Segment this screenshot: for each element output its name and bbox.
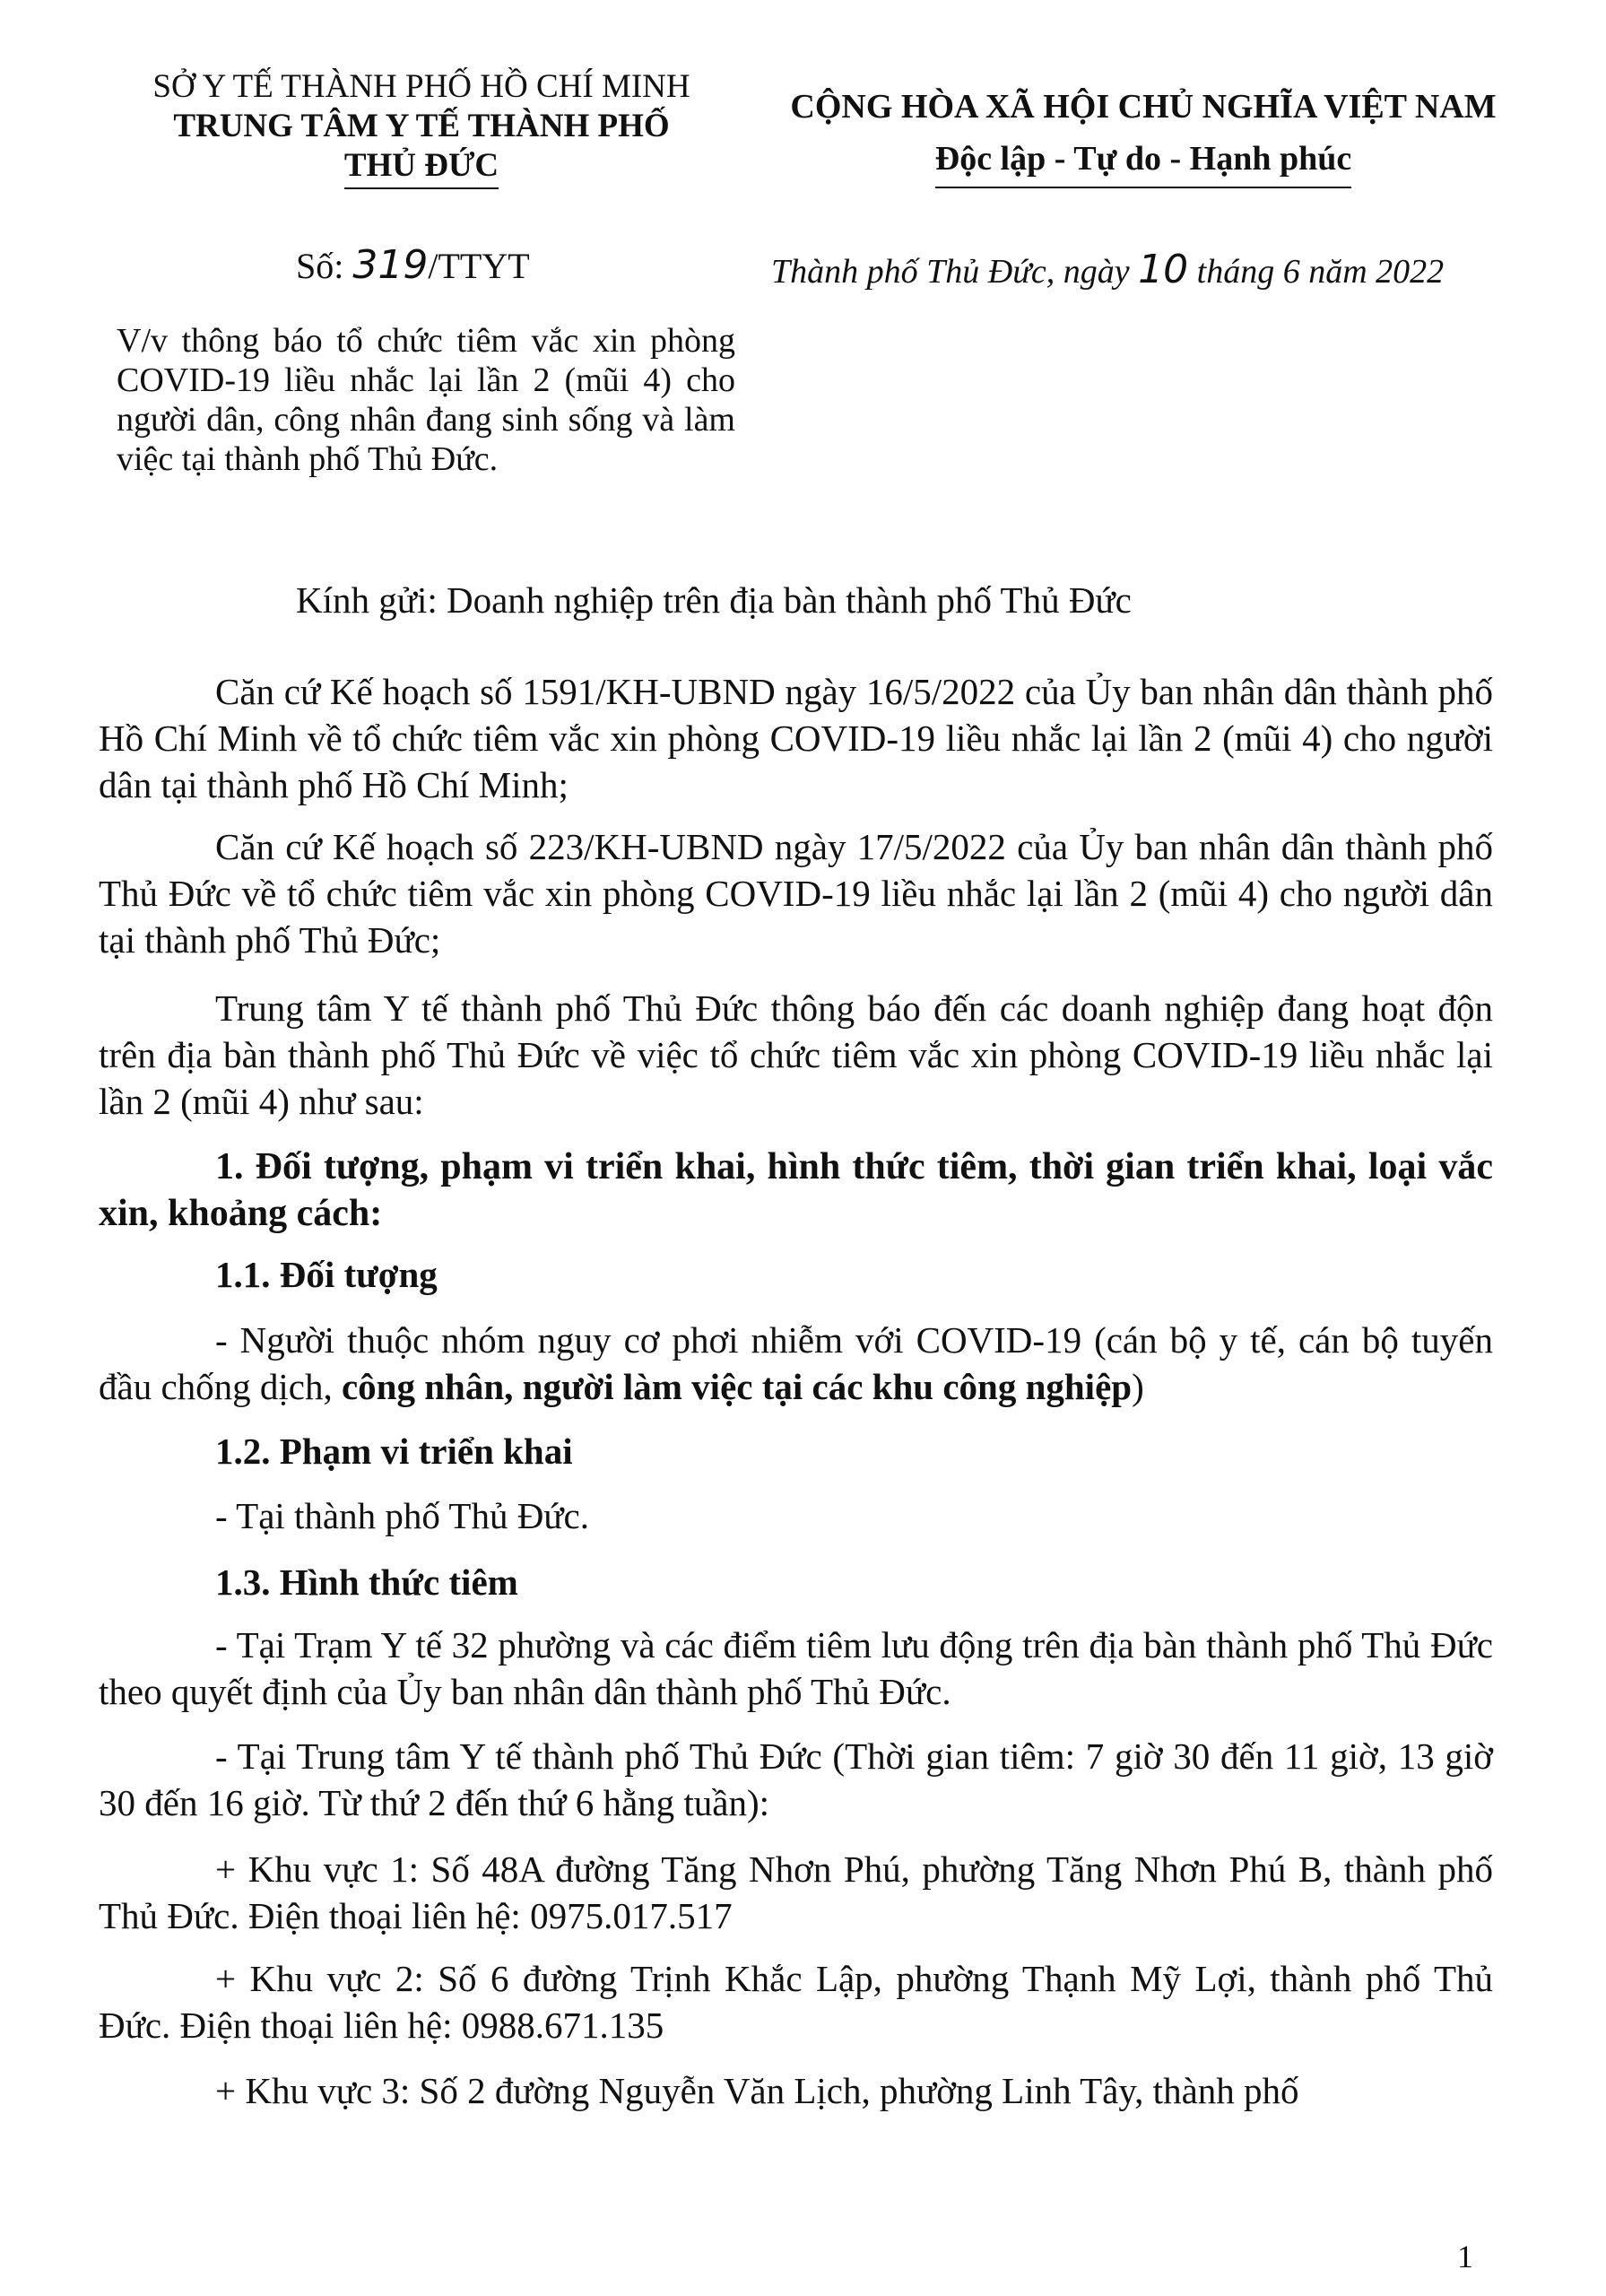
section-1-2-heading: 1.2. Phạm vi triển khai (215, 1431, 573, 1472)
agency-name-line1: TRUNG TÂM Y TẾ THÀNH PHỐ (173, 108, 670, 144)
agency-name-line2: THỦ ĐỨC (344, 146, 499, 189)
document-date: Thành phố Thủ Đức, ngày 10 tháng 6 năm 2022 (771, 247, 1445, 292)
national-title: CỘNG HÒA XÃ HỘI CHỦ NGHĨA VIỆT NAM (790, 88, 1497, 126)
announcement-paragraph: Trung tâm Y tế thành phố Thủ Đức thông báo đến các doanh nghiệp đang hoạt độn trên địa bàn thành phố Thủ Đức về việc tổ chức tiêm vắc xin phòng COVID-19 liều nhắc lại lần 2 (mũi 4) như sau: (99, 987, 1493, 1122)
issuing-agency (99, 67, 744, 189)
basis-paragraph-1: Căn cứ Kế hoạch số 1591/KH-UBND ngày 16/5/2022 của Ủy ban nhân dân thành phố Hồ Chí Minh về tổ chức tiêm vắc xin phòng COVID-19 liều nhắc lại lần 2 (mũi 4) cho người dân tại thành phố Hồ Chí Minh; (99, 671, 1493, 805)
section-1-1-heading: 1.1. Đối tượng (215, 1254, 438, 1295)
area-2: + Khu vực 2: Số 6 đường Trịnh Khắc Lập, phường Thạnh Mỹ Lợi, thành phố Thủ Đức. Điện thoại liên hệ: 0988.671.135 (99, 1958, 1493, 2046)
document-number: Số: 319/TTYT (296, 242, 530, 288)
section-1-heading: 1. Đối tượng, phạm vi triển khai, hình thức tiêm, thời gian triển khai, loại vắc xin, khoảng cách: (99, 1146, 1493, 1234)
section-1-1-text: - Người thuộc nhóm nguy cơ phơi nhiễm với COVID-19 (cán bộ y tế, cán bộ tuyến đầu chống dịch, công nhân, người làm việc tại các khu công nghiệp) (99, 1319, 1493, 1407)
document-subject: V/v thông báo tổ chức tiêm vắc xin phòng COVID-19 liều nhắc lại lần 2 (mũi 4) cho người dân, công nhân đang sinh sống và làm việc tại thành phố Thủ Đức. (117, 322, 735, 478)
section-1-2-text: - Tại thành phố Thủ Đức. (215, 1495, 589, 1536)
section-1-3-text-1: - Tại Trạm Y tế 32 phường và các điểm tiêm lưu động trên địa bàn thành phố Thủ Đức theo quyết định của Ủy ban nhân dân thành phố Thủ Đức. (99, 1624, 1493, 1712)
basis-paragraph-2: Căn cứ Kế hoạch số 223/KH-UBND ngày 17/5/2022 của Ủy ban nhân dân thành phố Thủ Đức về tổ chức tiêm vắc xin phòng COVID-19 liều nhắc lại lần 2 (mũi 4) cho người dân tại thành phố Thủ Đức; (99, 826, 1493, 961)
section-1-3-heading: 1.3. Hình thức tiêm (215, 1561, 518, 1603)
handwritten-number: 319 (352, 242, 429, 288)
area-1: + Khu vực 1: Số 48A đường Tăng Nhơn Phú, phường Tăng Nhơn Phú B, thành phố Thủ Đức. Điện thoại liên hệ: 0975.017.517 (99, 1848, 1493, 1936)
agency-parent: SỞ Y TẾ THÀNH PHỐ HỒ CHÍ MINH (152, 68, 690, 105)
section-1-3-text-2: - Tại Trung tâm Y tế thành phố Thủ Đức (Thời gian tiêm: 7 giờ 30 đến 11 giờ, 13 giờ 30 đến 16 giờ. Từ thứ 2 đến thứ 6 hằng tuần): (99, 1735, 1493, 1823)
page-number: 1 (1457, 2239, 1473, 2274)
recipient: Kính gửi: Doanh nghiệp trên địa bàn thành phố Thủ Đức (296, 579, 1132, 621)
national-motto (758, 81, 1529, 188)
handwritten-day: 10 (1138, 247, 1189, 292)
area-3: + Khu vực 3: Số 2 đường Nguyễn Văn Lịch, phường Linh Tây, thành phố (215, 2070, 1299, 2111)
national-slogan: Độc lập - Tự do - Hạnh phúc (935, 133, 1352, 188)
